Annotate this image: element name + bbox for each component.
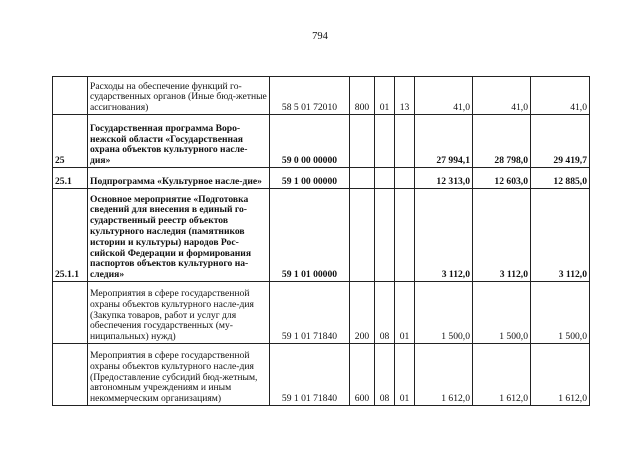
row-number [53,344,88,406]
row-amount-year-3: 1 500,0 [531,282,590,344]
row-name: Мероприятия в сфере государственной охраны объектов культурного насле-дия (Предоставление субсидий бюд-жетным, автономным учреждениям и иным некоммерческим организациям) [88,344,270,406]
row-number [53,77,88,115]
row-amount-year-1: 12 313,0 [415,168,473,189]
row-amount-year-3: 1 612,0 [531,344,590,406]
row-expense-type [350,189,375,282]
row-name: Расходы на обеспечение функций го-сударственных органов (Иные бюд-жетные ассигнования) [88,77,270,115]
row-section [375,189,395,282]
row-expense-type: 800 [350,77,375,115]
row-section: 08 [375,282,395,344]
row-amount-year-1: 1 612,0 [415,344,473,406]
row-amount-year-3: 12 885,0 [531,168,590,189]
row-target-article: 58 5 01 72010 [270,77,350,115]
table-row [53,77,590,115]
row-number: 25.1 [53,168,88,189]
row-amount-year-2: 12 603,0 [473,168,531,189]
row-amount-year-3: 41,0 [531,77,590,115]
row-amount-year-3: 29 419,7 [531,115,590,168]
row-amount-year-1: 1 500,0 [415,282,473,344]
row-expense-type: 600 [350,344,375,406]
table-row [53,115,590,168]
row-target-article: 59 0 00 00000 [270,115,350,168]
row-number: 25 [53,115,88,168]
row-amount-year-2: 3 112,0 [473,189,531,282]
row-subsection: 01 [395,344,415,406]
budget-table [52,76,590,406]
row-amount-year-2: 41,0 [473,77,531,115]
row-amount-year-1: 3 112,0 [415,189,473,282]
row-target-article: 59 1 01 71840 [270,282,350,344]
row-expense-type [350,115,375,168]
page-number: 794 [312,31,328,42]
row-number: 25.1.1 [53,189,88,282]
row-section [375,168,395,189]
row-name: Подпрограмма «Культурное насле-дие» [88,168,270,189]
row-amount-year-2: 28 798,0 [473,115,531,168]
row-amount-year-2: 1 612,0 [473,344,531,406]
row-section: 08 [375,344,395,406]
row-section: 01 [375,77,395,115]
row-target-article: 59 1 00 00000 [270,168,350,189]
table-row [53,282,590,344]
row-target-article: 59 1 01 71840 [270,344,350,406]
row-expense-type [350,168,375,189]
table-row [53,189,590,282]
row-target-article: 59 1 01 00000 [270,189,350,282]
row-expense-type: 200 [350,282,375,344]
row-amount-year-3: 3 112,0 [531,189,590,282]
row-amount-year-1: 27 994,1 [415,115,473,168]
table-row [53,344,590,406]
row-subsection [395,189,415,282]
row-name: Основное мероприятие «Подготовка сведений для внесения в единый го-сударственный реестр объектов культурного наследия (памятников истории и культуры) народов Рос-сийской Федерации и формирования паспортов объектов культурного на-следия» [88,189,270,282]
row-number [53,282,88,344]
table-row [53,168,590,189]
row-subsection [395,168,415,189]
row-subsection: 01 [395,282,415,344]
row-name: Мероприятия в сфере государственной охраны объектов культурного насле-дия (Закупка товаров, работ и услуг для обеспечения государственных (му-ниципальных) нужд) [88,282,270,344]
row-name: Государственная программа Воро-нежской области «Государственная охрана объектов культурного насле-дия» [88,115,270,168]
row-subsection [395,115,415,168]
row-section [375,115,395,168]
row-amount-year-1: 41,0 [415,77,473,115]
row-amount-year-2: 1 500,0 [473,282,531,344]
row-subsection: 13 [395,77,415,115]
